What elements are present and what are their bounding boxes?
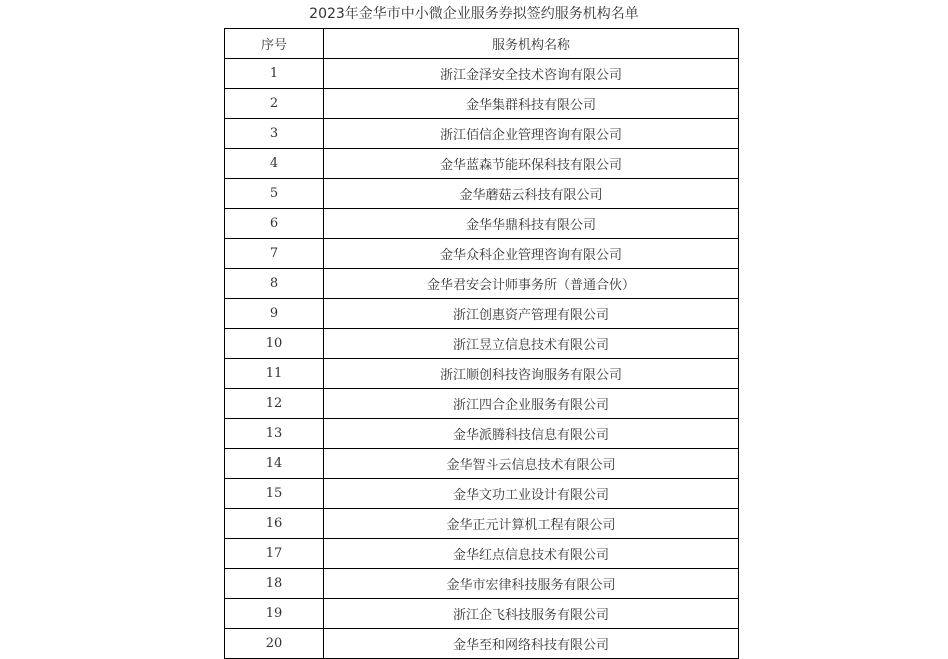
agency-name: 金华集群科技有限公司: [324, 89, 739, 119]
table-row: [225, 359, 739, 389]
table-row: [225, 119, 739, 149]
agency-name: 浙江企飞科技服务有限公司: [324, 599, 739, 629]
row-number: 18: [225, 569, 324, 599]
table-row: [225, 269, 739, 299]
row-number: 9: [225, 299, 324, 329]
table-row: [225, 299, 739, 329]
table-row: [225, 329, 739, 359]
row-number: 3: [225, 119, 324, 149]
row-number: 8: [225, 269, 324, 299]
agency-name: 金华正元计算机工程有限公司: [324, 509, 739, 539]
row-number: 7: [225, 239, 324, 269]
table-row: [225, 539, 739, 569]
row-number: 10: [225, 329, 324, 359]
table-row: [225, 419, 739, 449]
table-row: [225, 149, 739, 179]
agency-name: 金华华鼎科技有限公司: [324, 209, 739, 239]
agency-name: 浙江创惠资产管理有限公司: [324, 299, 739, 329]
row-number: 19: [225, 599, 324, 629]
table-row: [225, 509, 739, 539]
row-number: 1: [225, 59, 324, 89]
row-number: 20: [225, 629, 324, 659]
service-agency-table: [224, 28, 739, 659]
table-row: [225, 479, 739, 509]
row-number: 12: [225, 389, 324, 419]
row-number: 11: [225, 359, 324, 389]
row-number: 2: [225, 89, 324, 119]
table-row: [225, 629, 739, 659]
table-row: [225, 209, 739, 239]
row-number: 13: [225, 419, 324, 449]
column-header-serial-number: 序号: [225, 29, 324, 59]
table-row: [225, 89, 739, 119]
agency-name: 金华派腾科技信息有限公司: [324, 419, 739, 449]
agency-name: 金华至和网络科技有限公司: [324, 629, 739, 659]
agency-name: 金华文功工业设计有限公司: [324, 479, 739, 509]
agency-name: 金华蓝森节能环保科技有限公司: [324, 149, 739, 179]
agency-name: 浙江顺创科技咨询服务有限公司: [324, 359, 739, 389]
table-row: [225, 179, 739, 209]
table-row: [225, 239, 739, 269]
agency-name: 浙江昱立信息技术有限公司: [324, 329, 739, 359]
agency-name: 金华君安会计师事务所（普通合伙）: [324, 269, 739, 299]
row-number: 6: [225, 209, 324, 239]
row-number: 14: [225, 449, 324, 479]
agency-name: 金华市宏律科技服务有限公司: [324, 569, 739, 599]
row-number: 17: [225, 539, 324, 569]
table-row: [225, 389, 739, 419]
document-title: 2023年金华市中小微企业服务券拟签约服务机构名单: [309, 6, 639, 22]
row-number: 15: [225, 479, 324, 509]
table-row: [225, 449, 739, 479]
table-row: [225, 569, 739, 599]
table-row: [225, 599, 739, 629]
agency-name: 金华众科企业管理咨询有限公司: [324, 239, 739, 269]
row-number: 5: [225, 179, 324, 209]
agency-name: 金华蘑菇云科技有限公司: [324, 179, 739, 209]
agency-name: 浙江四合企业服务有限公司: [324, 389, 739, 419]
table-row: [225, 59, 739, 89]
column-header-agency-name: 服务机构名称: [324, 29, 739, 59]
row-number: 4: [225, 149, 324, 179]
agency-name: 金华智斗云信息技术有限公司: [324, 449, 739, 479]
row-number: 16: [225, 509, 324, 539]
agency-name: 金华红点信息技术有限公司: [324, 539, 739, 569]
agency-name: 浙江金泽安全技术咨询有限公司: [324, 59, 739, 89]
agency-name: 浙江佰信企业管理咨询有限公司: [324, 119, 739, 149]
table-header-row: [225, 29, 739, 59]
